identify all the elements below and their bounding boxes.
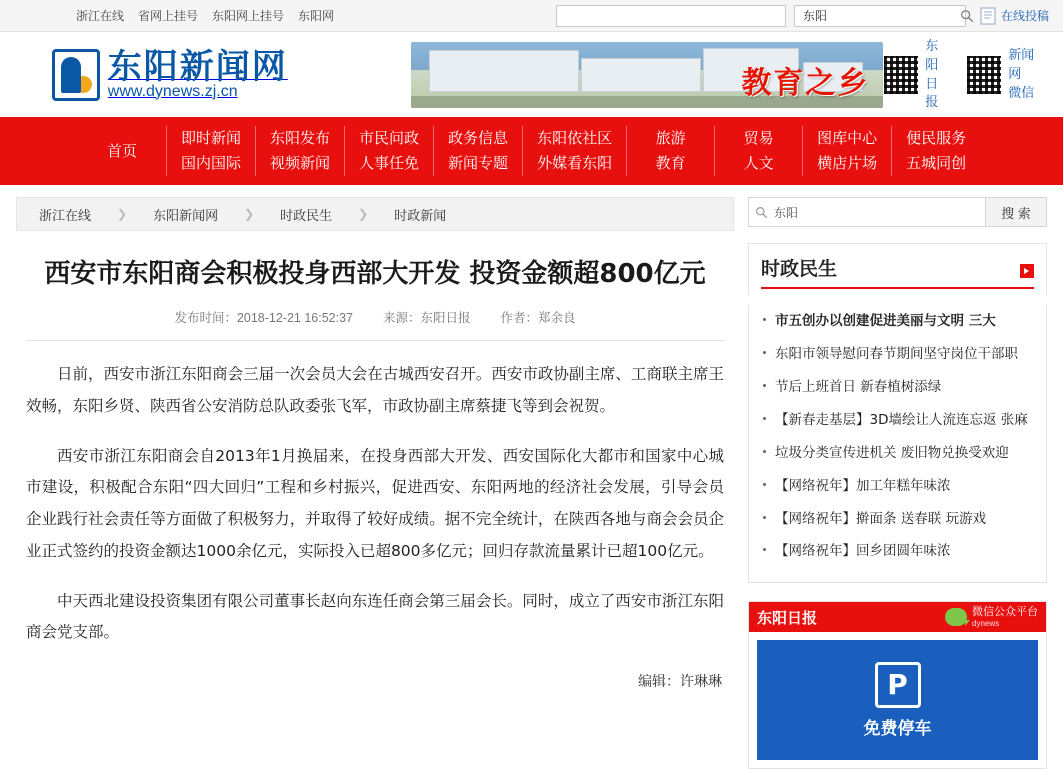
sidebar-ad-header	[749, 602, 1046, 632]
qr-group	[883, 37, 1049, 112]
banner-building	[581, 58, 701, 92]
nav-item-8-line2: 横店片场	[817, 155, 878, 172]
top-search[interactable]	[794, 5, 966, 27]
nav-item-6[interactable]	[626, 126, 714, 176]
banner-slogan: 教育之乡	[741, 65, 870, 101]
sidebar	[748, 197, 1047, 769]
list-item[interactable]: 【网络祝年】擀面条 送春联 玩游戏	[761, 503, 1034, 536]
wechat-icon	[945, 608, 967, 626]
nav-item-4-line1: 政务信息	[448, 130, 509, 147]
qr-daily[interactable]	[883, 37, 948, 112]
list-item[interactable]: 【网络祝年】回乡团圆年味浓	[761, 535, 1034, 568]
list-item[interactable]: 【网络祝年】加工年糕年味浓	[761, 470, 1034, 503]
submit-article-button[interactable]	[980, 7, 1049, 25]
page-title: 西安市东阳商会积极投身西部大开发 投资金额超800亿元	[44, 259, 706, 289]
breadcrumb-sep-icon: ❯	[358, 207, 369, 221]
sidebar-panel-shizheng	[748, 243, 1047, 583]
nav-item-8[interactable]	[802, 126, 891, 176]
article-body	[26, 359, 724, 649]
nav-item-5[interactable]	[522, 126, 626, 176]
top-link-0[interactable]: 浙江在线	[76, 9, 125, 23]
breadcrumb-item-1[interactable]: 东阳新闻网	[153, 207, 219, 223]
panel-body	[748, 305, 1047, 583]
document-icon	[980, 7, 996, 25]
nav-item-6-line2: 教育	[655, 155, 686, 172]
article-source: 来源：东阳日报	[383, 311, 471, 326]
list-item[interactable]: 节后上班首日 新春植树添绿	[761, 371, 1034, 404]
panel-title: 时政民生	[761, 258, 838, 280]
nav-item-7-line2: 人文	[743, 155, 774, 172]
list-item[interactable]: 垃圾分类宣传进机关 废旧物兑换受欢迎	[761, 437, 1034, 470]
qr-daily-line1: 东阳	[925, 37, 939, 72]
sidebar-ad-wechat	[945, 606, 1038, 628]
nav-item-8-line1: 图库中心	[817, 130, 878, 147]
sidebar-ad[interactable]	[748, 601, 1047, 769]
nav-item-9-line1: 便民服务	[906, 130, 967, 147]
nav-item-3-line1: 市民问政	[359, 130, 420, 147]
breadcrumb	[16, 197, 734, 231]
nav-item-4[interactable]	[433, 126, 522, 176]
top-bar	[0, 0, 1063, 32]
article-paragraph-1: 西安市浙江东阳商会自2013年1月换届来，在投身西部大开发、西安国际化大都市和国家中心城市建设，积极配合东阳“四大回归”工程和乡村振兴，促进西安、东阳两地的经济社会发展，引导会员企业践行社会责任等方面做了积极努力，并取得了较好成绩。据不完全统计，在陕西各地与商会会员企业正式签约的投资金额达1000余亿元，实际投入已超800多亿元；回归存款流量累计已超100亿元。	[26, 446, 724, 560]
nav-item-2[interactable]	[255, 126, 344, 176]
wechat-label: 微信公众平台	[972, 606, 1038, 619]
site-logo[interactable]	[52, 46, 393, 101]
logo-title: 东阳新闻网	[107, 46, 288, 87]
submit-article-label: 在线投稿	[1000, 9, 1049, 23]
nav-item-6-line1: 旅游	[655, 130, 686, 147]
list-item[interactable]: 【新春走基层】3D墙绘让人流连忘返 张麻	[761, 404, 1034, 437]
content-area	[0, 185, 1063, 769]
logo-words	[107, 46, 393, 100]
top-bar-links	[76, 7, 334, 24]
top-search-input[interactable]	[801, 8, 960, 24]
breadcrumb-sep-icon: ❯	[244, 207, 255, 221]
banner-building	[429, 50, 579, 92]
nav-item-9-line2: 五城同创	[906, 155, 967, 172]
list-item[interactable]: 东阳市领导慰问春节期间坚守岗位干部职	[761, 338, 1034, 371]
wechat-sub: dynews	[972, 619, 1000, 629]
header-banner-ad[interactable]	[411, 42, 883, 108]
breadcrumb-item-3[interactable]: 时政新闻	[394, 207, 447, 223]
panel-header	[761, 254, 1034, 289]
divider	[26, 340, 724, 341]
top-link-2[interactable]: 东阳网上挂号	[212, 9, 285, 23]
qr-wechat-label	[1008, 46, 1043, 103]
article-paragraph-0: 日前，西安市浙江东阳商会三届一次会员大会在古城西安召开。西安市政协副主席、工商联主席王效畅，东阳乡贤、陕西省公安消防总队政委张飞军，市政协副主席蔡捷飞等到会祝贺。	[26, 365, 724, 415]
nav-item-7-line1: 贸易	[743, 130, 774, 147]
sidebar-ad-text: 免费停车	[863, 718, 932, 739]
qr-wechat-line1: 新闻网	[1008, 47, 1035, 82]
qr-daily-line2: 日报	[925, 75, 939, 110]
nav-item-1-line2: 国内国际	[181, 155, 242, 172]
sidebar-ad-wechat-label	[972, 606, 1038, 628]
sidebar-search-button[interactable]: 搜 索	[985, 197, 1047, 227]
top-link-3[interactable]: 东阳网	[298, 9, 335, 23]
nav-item-0-line1: 首页	[106, 142, 137, 160]
nav-item-5-line2: 外媒看东阳	[537, 155, 613, 172]
nav-item-9[interactable]	[891, 126, 980, 176]
qr-wechat-line2: 微信	[1008, 84, 1035, 100]
logo-url: www.dynews.zj.cn	[107, 82, 238, 100]
nav-item-3[interactable]	[344, 126, 433, 176]
sidebar-ad-title: 东阳日报	[757, 608, 818, 627]
breadcrumb-sep-icon: ❯	[117, 207, 128, 221]
article-paragraph-2: 中天西北建设投资集团有限公司董事长赵向东连任商会第三届会长。同时，成立了西安市浙江东阳商会党支部。	[26, 591, 724, 642]
nav-item-1[interactable]	[166, 126, 255, 176]
nav-item-4-line2: 新闻专题	[448, 155, 509, 172]
article-column	[16, 197, 734, 691]
sidebar-ad-body[interactable]	[757, 640, 1038, 760]
publish-time: 发布时间：2018-12-21 16:52:37	[174, 311, 354, 326]
qr-daily-label	[925, 37, 948, 112]
nav-item-2-line2: 视频新闻	[270, 155, 331, 172]
qr-code-icon	[883, 55, 919, 95]
panel-more-icon[interactable]	[1020, 264, 1034, 278]
qr-wechat[interactable]	[966, 37, 1043, 112]
main-nav	[0, 117, 1063, 185]
nav-item-3-line2: 人事任免	[359, 155, 420, 172]
article-author: 作者：郑余良	[500, 311, 576, 326]
top-link-1[interactable]: 省网上挂号	[138, 9, 199, 23]
nav-item-0[interactable]	[78, 139, 166, 164]
article-editor: 编辑：许琳琳	[638, 674, 722, 691]
search-icon[interactable]	[960, 9, 974, 23]
logo-mark-icon	[52, 49, 100, 101]
sidebar-search-box[interactable]	[748, 197, 985, 227]
sidebar-search-input[interactable]	[772, 204, 979, 220]
parking-icon: P	[875, 662, 921, 708]
nav-item-7[interactable]	[714, 126, 802, 176]
sidebar-search	[748, 197, 1047, 227]
nav-item-2-line1: 东阳发布	[270, 130, 331, 147]
breadcrumb-item-2[interactable]: 时政民生	[280, 207, 333, 223]
top-blank-box[interactable]	[556, 5, 786, 27]
qr-code-icon	[966, 55, 1002, 95]
nav-item-1-line1: 即时新闻	[181, 130, 242, 147]
nav-item-5-line1: 东阳依社区	[537, 130, 613, 147]
news-list	[761, 305, 1034, 568]
article-meta	[16, 308, 734, 326]
list-item[interactable]: 市五创办以创建促进美丽与文明 三大	[761, 305, 1034, 338]
search-icon	[755, 206, 768, 219]
breadcrumb-item-0[interactable]: 浙江在线	[39, 207, 92, 223]
masthead	[0, 32, 1063, 117]
